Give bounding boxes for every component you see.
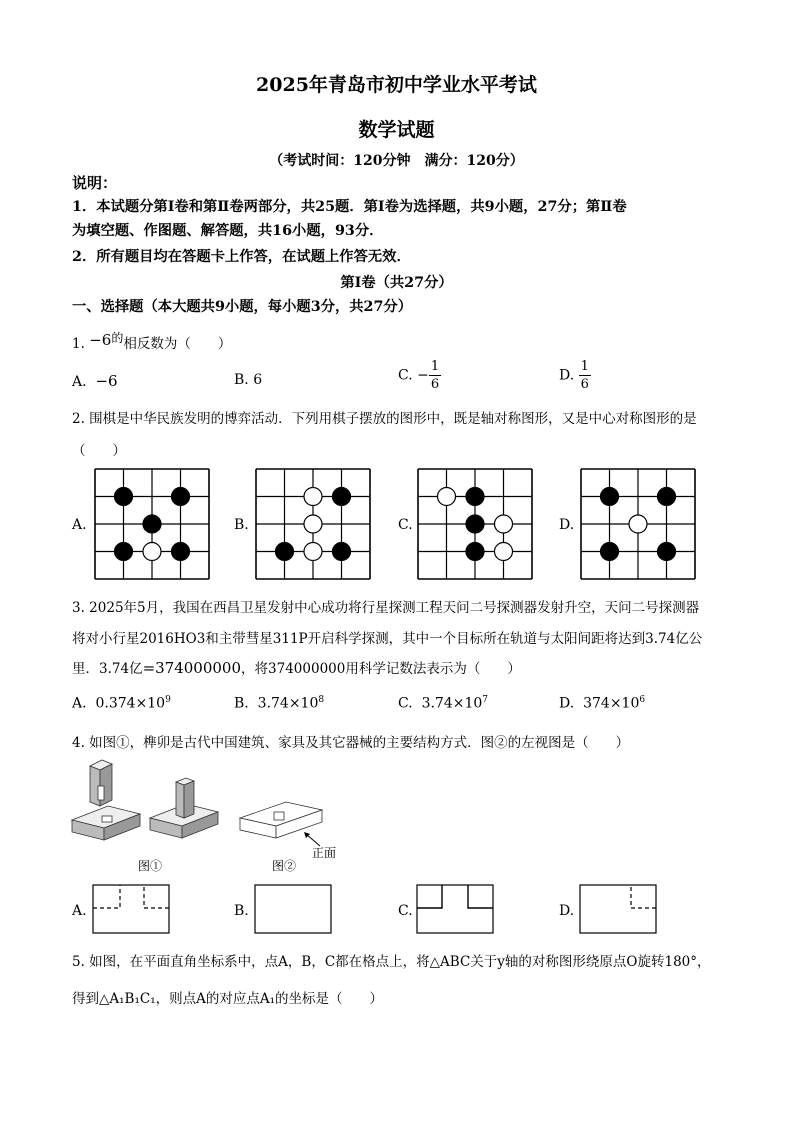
black-stone [115, 488, 133, 506]
black-stone [601, 543, 619, 561]
time-info: （考试时间：120分钟 满分：120分） [269, 153, 524, 169]
instruction-line-1b: 为填空题、作图题、解答题，共16小题，93分． [72, 223, 384, 239]
q4-option-c-label: C. [398, 903, 413, 919]
white-stone [304, 488, 322, 506]
instruction-line-2: 2．所有题目均在答题卡上作答，在试题上作答无效． [72, 249, 411, 265]
q4-option-a-view [92, 884, 170, 934]
go-board-c [417, 468, 533, 580]
q2-option-b-label: B. [234, 517, 249, 533]
exam-title: 2025年青岛市初中学业水平考试 [256, 74, 537, 96]
q4-text: 4. 如图①，榫卯是古代中国建筑、家具及其它器械的主要结构方式．图②的左视图是（ ） [72, 735, 630, 751]
q2-text-line-1: 2. 围棋是中华民族发明的博弈活动．下列用棋子摆放的图形中，既是轴对称图形，又是中心对称图形的是 [72, 411, 697, 427]
q5-text-line-1: 5. 如图，在平面直角坐标系中，点A，B，C都在格点上，将△ABC关于y轴的对称图形绕原点O旋转180°， [72, 954, 711, 970]
black-stone [115, 543, 133, 561]
q4-option-b-view [254, 884, 332, 934]
black-stone [601, 488, 619, 506]
q4-option-a-label: A. [72, 903, 87, 919]
black-stone [466, 543, 484, 561]
q4-option-b-label: B. [234, 903, 249, 919]
white-stone [304, 515, 322, 533]
q5-text-line-2: 得到△A₁B₁C₁，则点A的对应点A₁的坐标是（ ） [72, 991, 384, 1007]
q2-text-line-2: （ ） [72, 443, 126, 459]
white-stone [495, 543, 513, 561]
q1-particle: 的 [111, 331, 124, 345]
volume-heading: 第Ⅰ卷（共27分） [340, 275, 453, 291]
q4-option-d-view [579, 884, 657, 934]
q3-option-a: A. $0.374\times 10^9$ [72, 695, 171, 712]
figure-2-caption: 图② [272, 859, 297, 873]
q3-option-b: B. $3.74\times 10^8$ [234, 695, 325, 712]
q4-option-d-label: D. [559, 903, 575, 919]
q3-text-line-1: 3. 2025年5月，我国在西昌卫星发射中心成功将行星探测工程天问二号探测器发射升空，天问二号探测器 [72, 600, 700, 616]
black-stone [658, 543, 676, 561]
black-stone [143, 515, 161, 533]
black-stone [333, 543, 351, 561]
go-board-d [580, 468, 696, 580]
black-stone [276, 543, 294, 561]
instruction-line-1a: 1．本试题分第Ⅰ卷和第Ⅱ卷两部分，共25题．第Ⅰ卷为选择题，共9小题，27分；第Ⅱ卷 [72, 199, 627, 215]
part-heading: 一、选择题（本大题共9小题，每小题3分，共27分） [72, 299, 413, 315]
go-board-b [255, 468, 371, 580]
subject-title: 数学试题 [358, 119, 435, 141]
figure-1-caption: 图① [138, 859, 163, 873]
q1-option-c: C. − $\frac{1}{6}$ [398, 359, 440, 392]
white-stone [143, 543, 161, 561]
black-stone [466, 515, 484, 533]
question-1 [72, 332, 231, 352]
instructions-heading: 说明： [72, 174, 118, 192]
q4-option-c-view [416, 884, 494, 934]
q1-text: 相反数为（ ） [123, 336, 232, 352]
white-stone [495, 515, 513, 533]
figure-1-mortise-tenon [68, 758, 238, 858]
q1-number: 1. [72, 336, 85, 352]
front-view-label: 正面 [312, 846, 337, 860]
black-stone [466, 488, 484, 506]
go-board-a [94, 468, 210, 580]
q1-option-d: D. $\frac{1}{6}$ [559, 359, 589, 392]
q3-text-line-2: 将对小行星2016HO3和主带彗星311P开启科学探测，其中一个目标所在轨道与太阳间距将达到3.74亿公 [72, 631, 703, 647]
q2-option-c-label: C. [398, 517, 413, 533]
q1-option-b: B. 6 [234, 372, 263, 388]
black-stone [658, 488, 676, 506]
q2-option-a-label: A. [72, 517, 87, 533]
black-stone [172, 488, 190, 506]
q1-expression: −6 [89, 331, 112, 349]
white-stone [629, 515, 647, 533]
q3-option-c: C. $3.74\times 10^7$ [398, 695, 489, 712]
q2-option-d-label: D. [559, 517, 575, 533]
q3-text-line-3: 里．3.74亿=374000000，将374000000用科学记数法表示为（ ） [72, 659, 521, 677]
white-stone [438, 488, 456, 506]
white-stone [304, 543, 322, 561]
q1-option-a: A. −6 [72, 372, 118, 390]
black-stone [172, 543, 190, 561]
q3-option-d: D. $374\times 10^6$ [559, 695, 646, 712]
black-stone [333, 488, 351, 506]
